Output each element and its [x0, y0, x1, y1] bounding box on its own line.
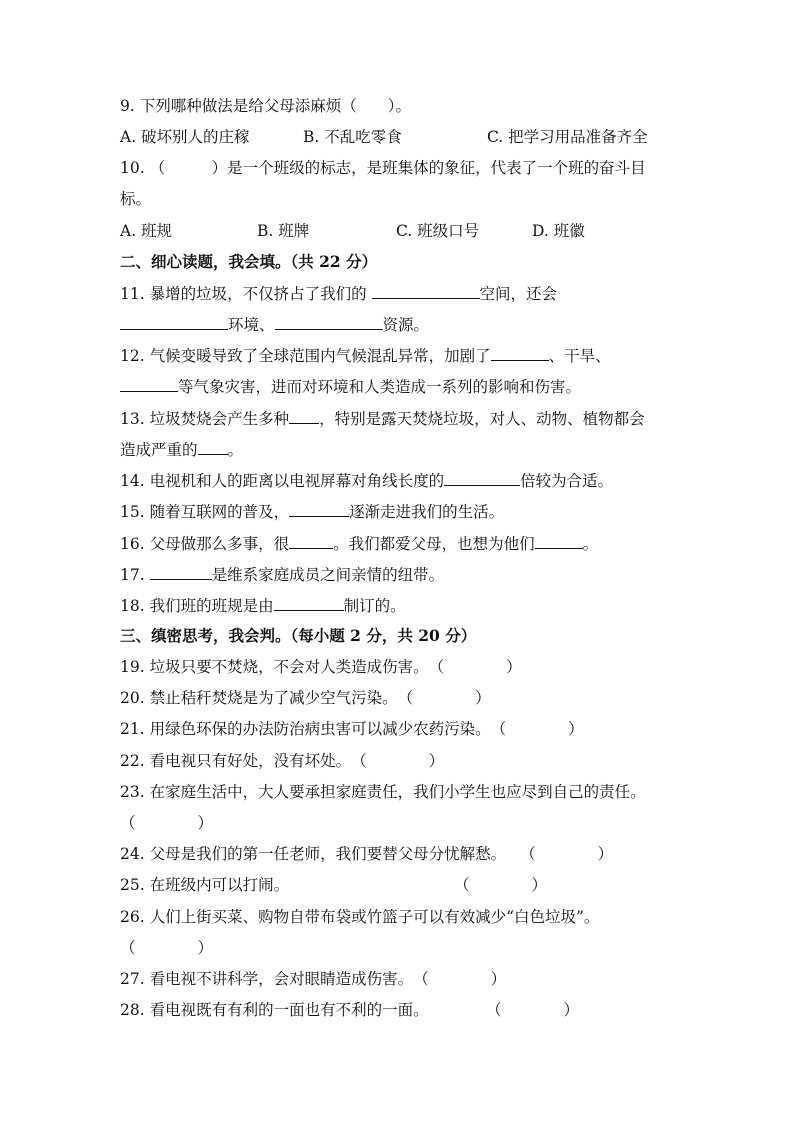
- q11-blank-3[interactable]: [275, 314, 383, 330]
- q19-answer-paren[interactable]: （ ）: [428, 658, 522, 676]
- q17-blank-1[interactable]: [150, 564, 212, 580]
- q10-option-b: B. 班牌: [257, 222, 310, 240]
- q16-blank-1[interactable]: [289, 533, 333, 549]
- question-19: [120, 657, 680, 677]
- question-9-stem: 9. 下列哪种做法是给父母添麻烦（ ）。: [120, 97, 411, 115]
- q17-text-1: 17.: [120, 566, 150, 584]
- question-16: [120, 533, 680, 554]
- q12-text-2: 、干旱、: [548, 347, 611, 365]
- section-2-title: 二、细心读题，我会填。（共 22 分）: [120, 252, 378, 271]
- question-12-line-1: [120, 345, 680, 366]
- q14-text-2: 倍较为合适。: [520, 472, 614, 490]
- q12-blank-1[interactable]: [491, 345, 549, 361]
- q9-option-c: C. 把学习用品准备齐全: [487, 128, 648, 146]
- question-28: [120, 1000, 680, 1020]
- question-21: [120, 719, 680, 739]
- q12-text-1: 12. 气候变暖导致了全球范围内气候混乱异常，加剧了: [120, 347, 491, 365]
- q27-answer-paren[interactable]: （ ）: [413, 970, 507, 988]
- q11-text-4: 资源。: [382, 316, 430, 334]
- question-27: [120, 969, 680, 989]
- q11-blank-2[interactable]: [120, 314, 228, 330]
- q11-text-1: 11. 暴增的垃圾，不仅挤占了我们的: [120, 285, 372, 303]
- q13-text-2: ，特别是露天焚烧垃圾，对人、动物、植物都会: [319, 410, 645, 428]
- q18-blank-1[interactable]: [274, 595, 344, 611]
- q13-blank-2[interactable]: [198, 439, 228, 455]
- q25-answer-paren[interactable]: （ ）: [454, 876, 548, 894]
- q10-option-d: D. 班徽: [532, 222, 585, 240]
- q28-answer-paren[interactable]: （ ）: [486, 1001, 580, 1019]
- q9-option-b: B. 不乱吃零食: [303, 128, 402, 146]
- q16-text-2: 。我们都爱父母，也想为他们: [333, 535, 535, 553]
- q14-text-1: 14. 电视机和人的距离以电视屏幕对角线长度的: [120, 472, 445, 490]
- question-13-line-1: [120, 408, 680, 429]
- section-3-title: 三、缜密思考，我会判。（每小题 2 分，共 20 分）: [120, 626, 477, 645]
- q16-blank-2[interactable]: [535, 533, 583, 549]
- q15-text-2: 逐渐走进我们的生活。: [349, 503, 505, 521]
- q11-text-3: 环境、: [228, 316, 275, 334]
- question-10-stem: 10. （ ）是一个班级的标志，是班集体的象征，代表了一个班的奋斗目: [120, 159, 646, 177]
- question-23-paren-line: [120, 813, 680, 833]
- question-11-line-2: [120, 314, 680, 335]
- q11-text-2: 空间，还会: [479, 285, 558, 303]
- q22-answer-paren[interactable]: （ ）: [351, 752, 445, 770]
- q27-text: 27. 看电视不讲科学，会对眼睛造成伤害。: [120, 970, 414, 988]
- question-18: [120, 595, 680, 616]
- q10-option-c: C. 班级口号: [396, 222, 480, 240]
- q10-option-a: A. 班规: [120, 222, 173, 240]
- q25-text: 25. 在班级内可以打闹。: [120, 876, 290, 894]
- question-24: [120, 844, 680, 864]
- q20-answer-paren[interactable]: （ ）: [397, 689, 491, 707]
- q12-blank-2[interactable]: [120, 376, 178, 392]
- question-20: [120, 688, 680, 708]
- question-26-paren-line: [120, 938, 680, 958]
- q14-blank-1[interactable]: [444, 470, 520, 486]
- question-17: [120, 564, 680, 585]
- question-14: [120, 470, 680, 491]
- q17-text-2: 是维系家庭成员之间亲情的纽带。: [211, 566, 445, 584]
- q18-text-1: 18. 我们班的班规是由: [120, 597, 274, 615]
- question-26: 26. 人们上街买菜、购物自带布袋或竹篮子可以有效减少“白色垃圾”。: [120, 908, 600, 926]
- q16-text-1: 16. 父母做那么多事，很: [120, 535, 290, 553]
- q13-text-3: 造成严重的: [120, 441, 198, 459]
- q23-answer-paren[interactable]: （ ）: [120, 814, 214, 832]
- question-12-line-2: [120, 376, 680, 397]
- q15-text-1: 15. 随着互联网的普及，: [120, 503, 290, 521]
- q12-text-3: 等气象灾害，进而对环境和人类造成一系列的影响和伤害。: [178, 378, 582, 396]
- q19-text: 19. 垃圾只要不焚烧，不会对人类造成伤害。: [120, 658, 429, 676]
- q18-text-2: 制订的。: [343, 597, 406, 615]
- q11-blank-1[interactable]: [372, 283, 480, 299]
- question-11-line-1: [120, 283, 680, 304]
- q22-text: 22. 看电视只有好处，没有坏处。: [120, 752, 352, 770]
- q21-answer-paren[interactable]: （ ）: [490, 720, 584, 738]
- question-13-line-2: [120, 439, 680, 460]
- question-15: [120, 501, 680, 522]
- question-23: 23. 在家庭生活中，大人要承担家庭责任，我们小学生也应尽到自己的责任。: [120, 783, 646, 801]
- question-10-stem-cont: 标。: [120, 190, 152, 208]
- q20-text: 20. 禁止秸秆焚烧是为了减少空气污染。: [120, 689, 398, 707]
- q24-text: 24. 父母是我们的第一任老师，我们要替父母分忧解愁。: [120, 845, 507, 863]
- q13-text-4: 。: [227, 441, 244, 459]
- q26-answer-paren[interactable]: （ ）: [120, 939, 214, 957]
- q28-text: 28. 看电视既有有利的一面也有不利的一面。: [120, 1001, 429, 1019]
- q24-answer-paren[interactable]: （ ）: [520, 845, 614, 863]
- question-25: [120, 875, 680, 895]
- q21-text: 21. 用绿色环保的办法防治病虫害可以减少农药污染。: [120, 720, 491, 738]
- q16-text-3: 。: [582, 535, 599, 553]
- q9-option-a: A. 破坏别人的庄稼: [120, 128, 250, 146]
- q15-blank-1[interactable]: [289, 501, 349, 517]
- q13-blank-1[interactable]: [289, 408, 319, 424]
- q13-text-1: 13. 垃圾焚烧会产生多种: [120, 410, 290, 428]
- question-22: [120, 751, 680, 771]
